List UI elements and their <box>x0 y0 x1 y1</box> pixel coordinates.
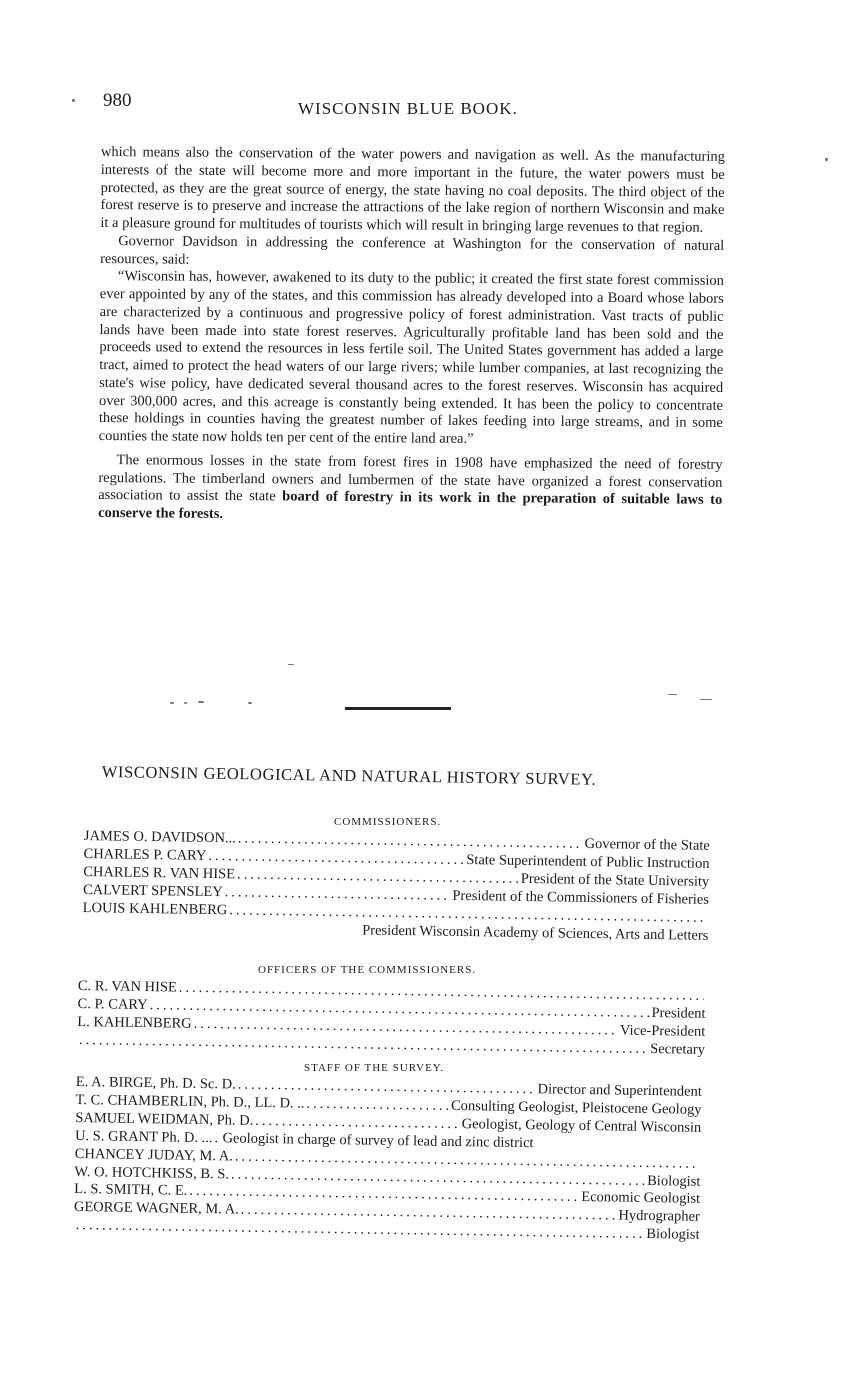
commissioners-list <box>82 828 710 945</box>
officer-role: Secretary <box>650 1040 706 1058</box>
staff-role: Hydrographer <box>618 1207 700 1226</box>
staff-heading: STAFF OF THE SURVEY. <box>304 1062 445 1074</box>
commissioner-role: President of the State University <box>520 870 710 890</box>
body-paragraph-last <box>98 452 723 528</box>
staff-name: GEORGE WAGNER, M. A. <box>73 1199 239 1218</box>
scan-speck <box>668 694 677 695</box>
staff-name: U. S. GRANT Ph. D. ... <box>74 1127 213 1146</box>
commissioner-role: President of the Commissioners of Fisheries <box>452 887 710 908</box>
running-title: WISCONSIN BLUE BOOK. <box>298 99 518 118</box>
scan-speck <box>170 702 174 704</box>
commissioner-name: JAMES O. DAVIDSON... <box>83 828 236 847</box>
commissioners-heading: COMMISSIONERS. <box>334 816 442 828</box>
commissioner-name: CHARLES P. CARY <box>83 845 207 864</box>
officer-name: C. R. VAN HISE <box>77 978 177 996</box>
body-paragraph: which means also the conservation of the water powers and navigation as well. As the manufacturing interests of the state will become more and more important in the future, the water powers must be protected, as they are the great source of energy, the state having no coal deposits. The third object of the forest reserve is to preserve and increase the attractions of the lake region of northern Wisconsin and make it a pleasure ground for multitudes of tourists which will result in bringing large revenues to that region. <box>100 144 725 236</box>
staff-name: SAMUEL WEIDMAN, Ph. D. <box>75 1109 254 1129</box>
staff-role: Biologist <box>647 1172 701 1190</box>
scan-speck <box>825 158 828 161</box>
scan-speck <box>288 664 294 665</box>
section-separator-rule <box>345 707 451 710</box>
staff-role: Geologist in charge of survey of lead and zinc district <box>222 1130 534 1151</box>
body-paragraph: Governor Davidson in addressing the conference at Washington for the conservation of natural resources, said: <box>100 232 725 268</box>
staff-name: W. O. HOTCHKISS, B. S. <box>74 1163 230 1182</box>
officer-name: C. P. CARY <box>77 995 148 1014</box>
officers-list <box>77 978 706 1059</box>
last-paragraph-start: The enormous losses in the state from forest fires in 1908 have emphasized the need of forestry regulations. The timberland owners and lumbermen of the state have organized a forest conservation association to assist the state <box>98 451 723 505</box>
leader-dots <box>214 1130 220 1148</box>
scan-speck <box>700 699 712 700</box>
body-paragraph: “Wisconsin has, however, awakened to its duty to the public; it created the first state forest commission ever appointed by any of the states, and this commission has already developed into a Board whose labors are characterized by a continuous and progressive policy of forest administration. Vast tracts of public lands have been made into state forest reserves. Agriculturally profitable land has been sold and the proceeds used to extend the resources in less fertile soil. The United States government has added a large tract, aimed to protect the head waters of our large rivers; while lumber companies, at last recognizing the state's wise policy, have dedicated several thousand acres to the forest reserves. Wisconsin has acquired over 300,000 acres, and this acreage is constantly being extended. It has been the policy to concentrate these holdings in counties having the greatest number of lakes feeding into large streams, and in some counties the state now holds ten per cent of the entire land area.” <box>98 268 725 447</box>
scan-speck <box>248 702 252 704</box>
staff-name: CHANCEY JUDAY, M. A. <box>74 1145 234 1165</box>
survey-title: WISCONSIN GEOLOGICAL AND NATURAL HISTORY SURVEY. <box>101 762 597 789</box>
staff-role: Consulting Geologist, Pleistocene Geology <box>450 1097 702 1118</box>
page-number: 980 <box>103 90 132 111</box>
scan-speck <box>72 99 75 102</box>
leader-dots <box>306 1096 449 1116</box>
commissioner-role: State Superintendent of Public Instruction <box>466 851 710 872</box>
commissioner-name: CALVERT SPENSLEY <box>82 881 223 900</box>
scan-speck <box>198 701 204 703</box>
commissioner-role: Governor of the State <box>584 835 710 854</box>
staff-name: E. A. BIRGE, Ph. D. Sc. D. <box>75 1074 236 1093</box>
staff-role: Economic Geologist <box>581 1189 701 1208</box>
staff-role: Geologist, Geology of Central Wisconsin <box>461 1115 702 1136</box>
officer-role: Vice-President <box>619 1022 706 1040</box>
body-text <box>98 144 725 528</box>
commissioner-role-continuation: President Wisconsin Academy of Sciences, Arts and Letters <box>362 921 709 944</box>
commissioner-name: LOUIS KAHLENBERG <box>82 899 228 918</box>
officer-role: President <box>651 1004 706 1022</box>
officers-heading: OFFICERS OF THE COMMISSIONERS. <box>258 964 477 976</box>
staff-name: L. S. SMITH, C. E. <box>74 1181 188 1200</box>
staff-role: Biologist <box>646 1226 700 1244</box>
officer-name: L. KAHLENBERG <box>77 1013 192 1032</box>
scan-speck <box>184 702 187 704</box>
last-paragraph-bold-tail: board of forestry in its work in the preparation of suitable laws to conserve the forests. <box>98 488 723 522</box>
staff-list <box>73 1074 701 1245</box>
staff-role: Director and Superintendent <box>537 1081 702 1100</box>
staff-name: T. C. CHAMBERLIN, Ph. D., LL. D. .. <box>75 1091 305 1112</box>
commissioner-name: CHARLES R. VAN HISE <box>83 863 236 883</box>
